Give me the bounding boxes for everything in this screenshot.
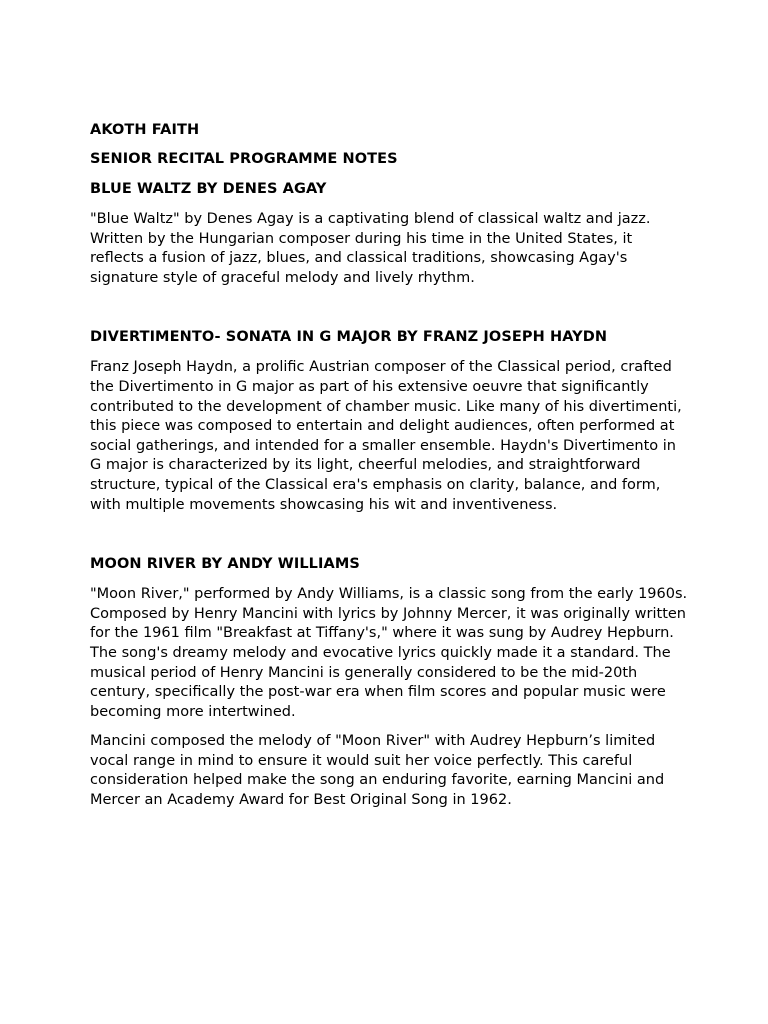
- section-heading-blue-waltz: BLUE WALTZ BY DENES AGAY: [90, 181, 327, 197]
- document-subtitle: SENIOR RECITAL PROGRAMME NOTES: [90, 151, 398, 167]
- document-page: [90, 121, 690, 811]
- section-heading-haydn: DIVERTIMENTO- SONATA IN G MAJOR BY FRANZ JOSEPH HAYDN: [90, 329, 608, 346]
- section-paragraph-haydn: Franz Joseph Haydn, a prolific Austrian composer of the Classical period, crafted the Divertimento in G major as part of his extensive oeuvre that significantly contributed to the development of chamber music. Like many of his divertimenti, this piece was composed to entertain and delight audiences, often performed at social gatherings, and intended for a smaller ensemble. Haydn's Divertimento in G major is characterized by its light, cheerful melodies, and straightforward structure, typical of the Classical era's emphasis on clarity, balance, and form, with multiple movements showcasing his wit and inventiveness.: [90, 359, 682, 513]
- section-paragraph-moon-river-2: Mancini composed the melody of "Moon River" with Audrey Hepburn’s limited vocal range in mind to ensure it would suit her voice perfectly. This careful consideration helped make the song an enduring favorite, earning Mancini and Mercer an Academy Award for Best Original Song in 1962.: [90, 733, 665, 809]
- author-name: AKOTH FAITH: [90, 122, 200, 138]
- section-paragraph-blue-waltz: "Blue Waltz" by Denes Agay is a captivating blend of classical waltz and jazz. Written by the Hungarian composer during his time in the United States, it reflects a fusion of jazz, blues, and classical traditions, showcasing Agay's signature style of graceful melody and lively rhythm.: [90, 211, 651, 286]
- section-heading-moon-river: MOON RIVER BY ANDY WILLIAMS: [90, 556, 360, 573]
- section-paragraph-moon-river-1: "Moon River," performed by Andy Williams, is a classic song from the early 1960s. Composed by Henry Mancini with lyrics by Johnny Mercer, it was originally written for the 1961 film "Breakfast at Tiffany's," where it was sung by Audrey Hepburn. The song's dreamy melody and evocative lyrics quickly made it a standard. The musical period of Henry Mancini is generally considered to be the mid-20th century, specifically the post-war era when film scores and popular music were becoming more intertwined.: [90, 586, 688, 720]
